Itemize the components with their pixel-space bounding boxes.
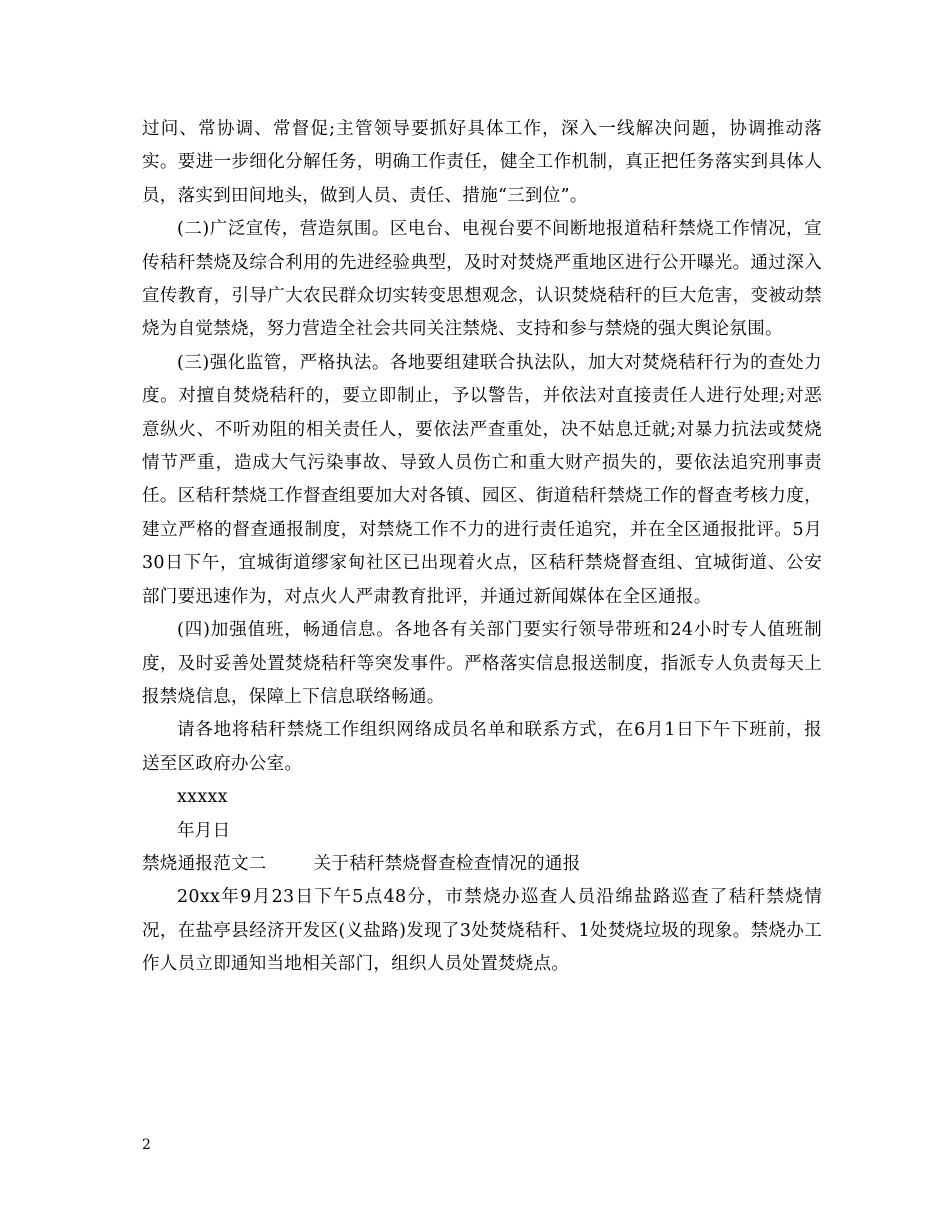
paragraph-continuation: 过问、常协调、常督促;主管领导要抓好具体工作，深入一线解决问题，协调推动落实。要进一步细化分解任务，明确工作责任，健全工作机制，真正把任务落实到具体人员，落实到田间地头，做到人员、责任、措施“三到位”。 <box>142 119 822 206</box>
date-placeholder: 年月日 <box>177 820 231 841</box>
paragraph-submission-request: 请各地将秸秆禁烧工作组织网络成员名单和联系方式，在6月1日下午下班前，报送至区政府办公室。 <box>142 720 822 774</box>
document-body <box>142 113 822 982</box>
section-title: 禁烧通报范文二 关于秸秆禁烧督查检查情况的通报 <box>142 853 581 874</box>
paragraph-supervision: (三)强化监管，严格执法。各地要组建联合执法队，加大对焚烧秸秆行为的查处力度。对擅自焚烧秸秆的，要立即制止，予以警告，并依法对直接责任人进行处理;对恶意纵火、不听劝阻的相关责任人，要依法严查重处，决不姑息迁就;对暴力抗法或焚烧情节严重，造成大气污染事故、导致人员伤亡和重大财产损失的，要依法追究刑事责任。区秸秆禁烧工作督查组要加大对各镇、园区、街道秸秆禁烧工作的督查考核力度，建立严格的督查通报制度，对禁烧工作不力的进行责任追究，并在全区通报批评。5月30日下午，宜城街道缪家甸社区已出现着火点，区秸秆禁烧督查组、宜城街道、公安部门要迅速作为，对点火人严肃教育批评，并通过新闻媒体在全区通报。 <box>142 352 822 607</box>
paragraph-inspection-report: 20xx年9月23日下午5点48分，市禁烧办巡查人员沿绵盐路巡查了秸秆禁烧情况，在盐亭县经济开发区(义盐路)发现了3处焚烧秸秆、1处焚烧垃圾的现象。禁烧办工作人员立即通知当地相关部门，组织人员处置焚烧点。 <box>142 887 822 975</box>
paragraph-duty-shift: (四)加强值班，畅通信息。各地各有关部门要实行领导带班和24小时专人值班制度，及时妥善处置焚烧秸秆等突发事件。严格落实信息报送制度，指派专人负责每天上报禁烧信息，保障上下信息联络畅通。 <box>142 620 822 707</box>
paragraph-publicity: (二)广泛宣传，营造氛围。区电台、电视台要不间断地报道秸秆禁烧工作情况，宣传秸秆禁烧及综合利用的先进经验典型，及时对焚烧严重地区进行公开曝光。通过深入宣传教育，引导广大农民群众切实转变思想观念，认识焚烧秸秆的巨大危害，变被动禁烧为自觉禁烧，努力营造全社会共同关注禁烧、支持和参与禁烧的强大舆论氛围。 <box>142 219 822 340</box>
page-number: 2 <box>142 1137 151 1153</box>
signature-placeholder: xxxxx <box>177 787 228 808</box>
